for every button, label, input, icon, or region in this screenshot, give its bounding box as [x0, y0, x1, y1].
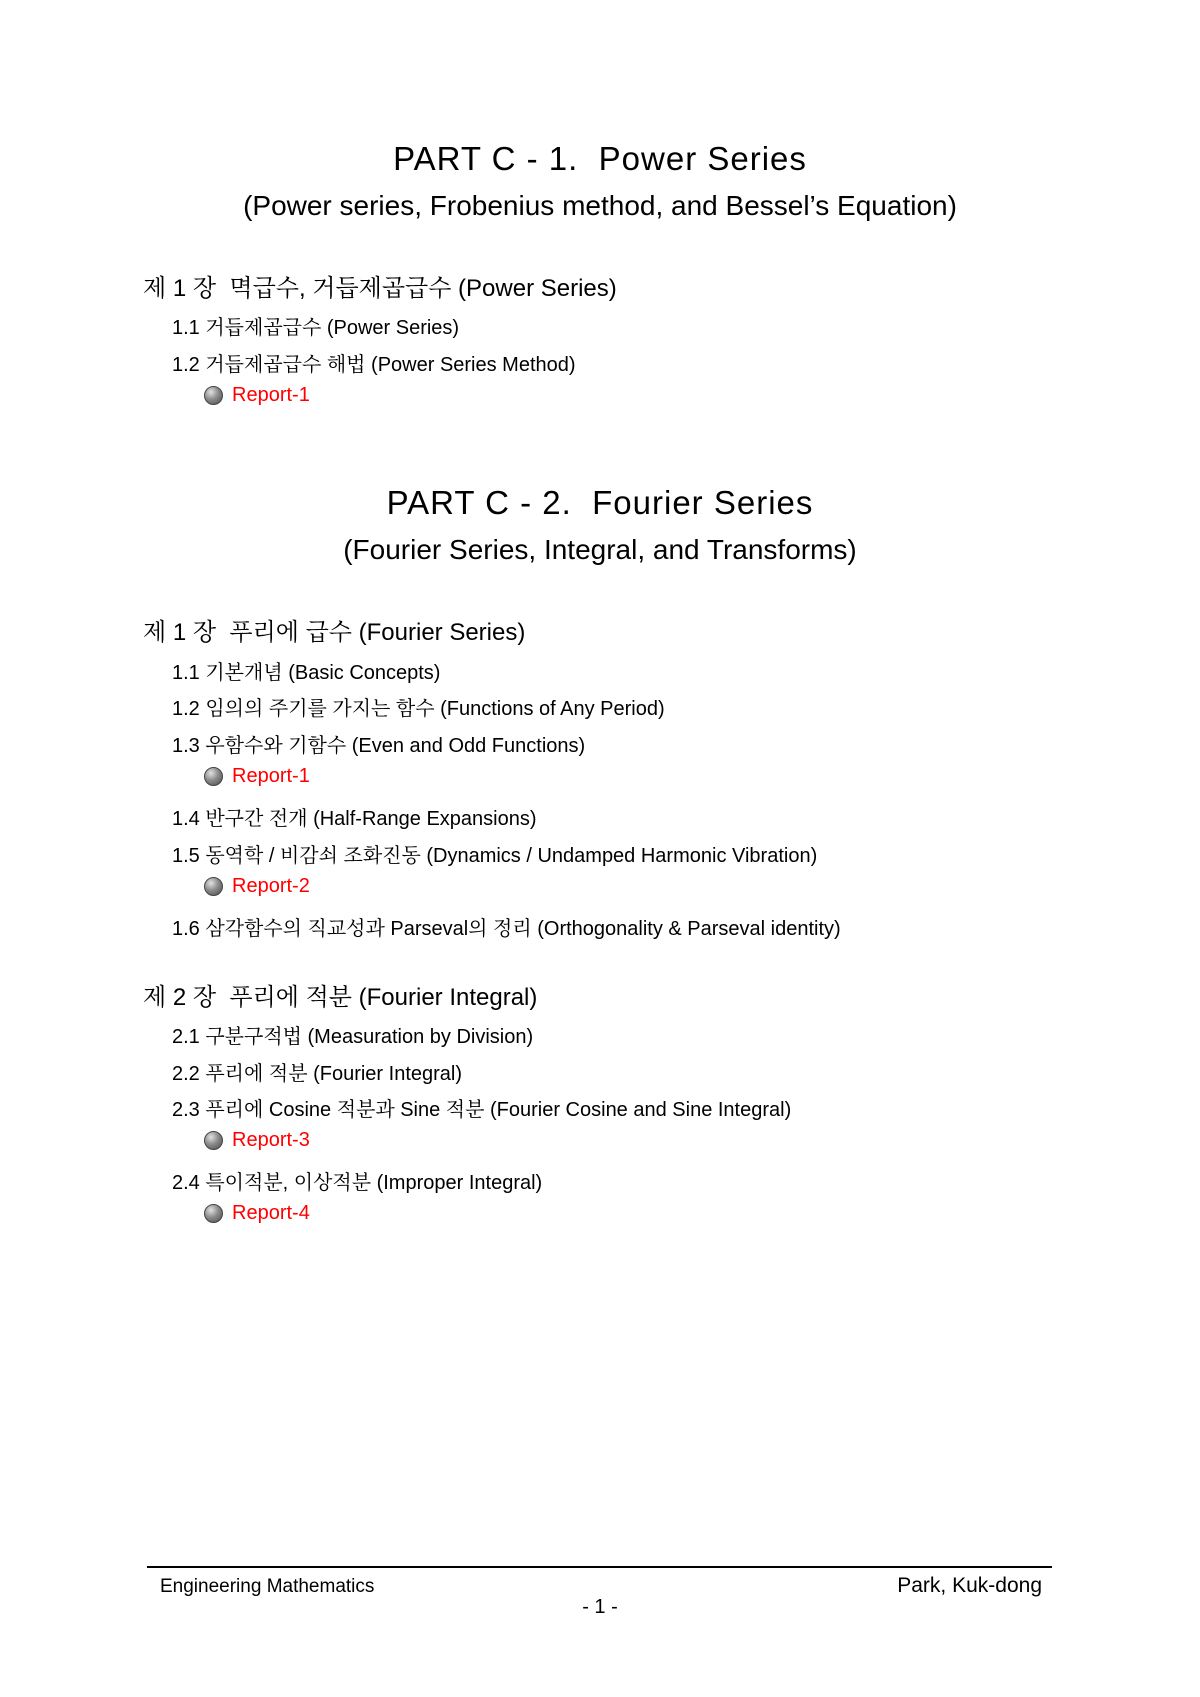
- report-link[interactable]: [204, 762, 310, 790]
- toc-item[interactable]: 1.4 반구간 전개 (Half-Range Expansions): [172, 808, 537, 830]
- report-link[interactable]: [204, 1126, 310, 1154]
- bullet-icon: [204, 767, 223, 786]
- toc-item[interactable]: 2.1 구분구적법 (Measuration by Division): [172, 1026, 534, 1048]
- toc-item[interactable]: 1.2 임의의 주기를 가지는 함수 (Functions of Any Period): [172, 698, 665, 720]
- bullet-icon: [204, 1131, 223, 1150]
- page-number: - 1 -: [582, 1596, 618, 1618]
- toc-item[interactable]: 1.1 기본개념 (Basic Concepts): [172, 662, 441, 684]
- toc-item[interactable]: 1.1 거듭제곱급수 (Power Series): [172, 317, 460, 339]
- report-label: Report-1: [232, 383, 310, 406]
- report-label: Report-2: [232, 874, 310, 897]
- part2-chapter1-heading: 제 1 장 푸리에 급수 (Fourier Series): [143, 619, 526, 646]
- footer-course: Engineering Mathematics: [160, 1576, 375, 1597]
- part1-title: PART C - 1. Power Series: [393, 140, 807, 177]
- part2-chapter2-heading: 제 2 장 푸리에 적분 (Fourier Integral): [143, 984, 538, 1011]
- toc-item[interactable]: 1.6 삼각함수의 직교성과 Parseval의 정리 (Orthogonality & Parseval identity): [172, 918, 841, 940]
- part1-chapter1-heading: 제 1 장 멱급수, 거듭제곱급수 (Power Series): [143, 275, 617, 302]
- report-link[interactable]: [204, 381, 310, 409]
- bullet-icon: [204, 386, 223, 405]
- part2-title: PART C - 2. Fourier Series: [386, 484, 814, 521]
- footer-divider: [147, 1566, 1052, 1568]
- report-link[interactable]: [204, 872, 310, 900]
- toc-item[interactable]: 1.3 우함수와 기함수 (Even and Odd Functions): [172, 735, 586, 757]
- toc-item[interactable]: 1.5 동역학 / 비감쇠 조화진동 (Dynamics / Undamped Harmonic Vibration): [172, 845, 818, 867]
- part1-subtitle: (Power series, Frobenius method, and Bessel’s Equation): [243, 190, 957, 221]
- footer-author: Park, Kuk-dong: [897, 1574, 1042, 1597]
- report-link[interactable]: [204, 1199, 310, 1227]
- toc-item[interactable]: 2.4 특이적분, 이상적분 (Improper Integral): [172, 1172, 543, 1194]
- report-label: Report-4: [232, 1201, 310, 1224]
- bullet-icon: [204, 1204, 223, 1223]
- toc-item[interactable]: 2.2 푸리에 적분 (Fourier Integral): [172, 1063, 463, 1085]
- toc-item[interactable]: 1.2 거듭제곱급수 해법 (Power Series Method): [172, 354, 576, 376]
- report-label: Report-1: [232, 764, 310, 787]
- part2-subtitle: (Fourier Series, Integral, and Transforms): [343, 534, 857, 565]
- bullet-icon: [204, 877, 223, 896]
- report-label: Report-3: [232, 1128, 310, 1151]
- toc-item[interactable]: 2.3 푸리에 Cosine 적분과 Sine 적분 (Fourier Cosine and Sine Integral): [172, 1099, 792, 1121]
